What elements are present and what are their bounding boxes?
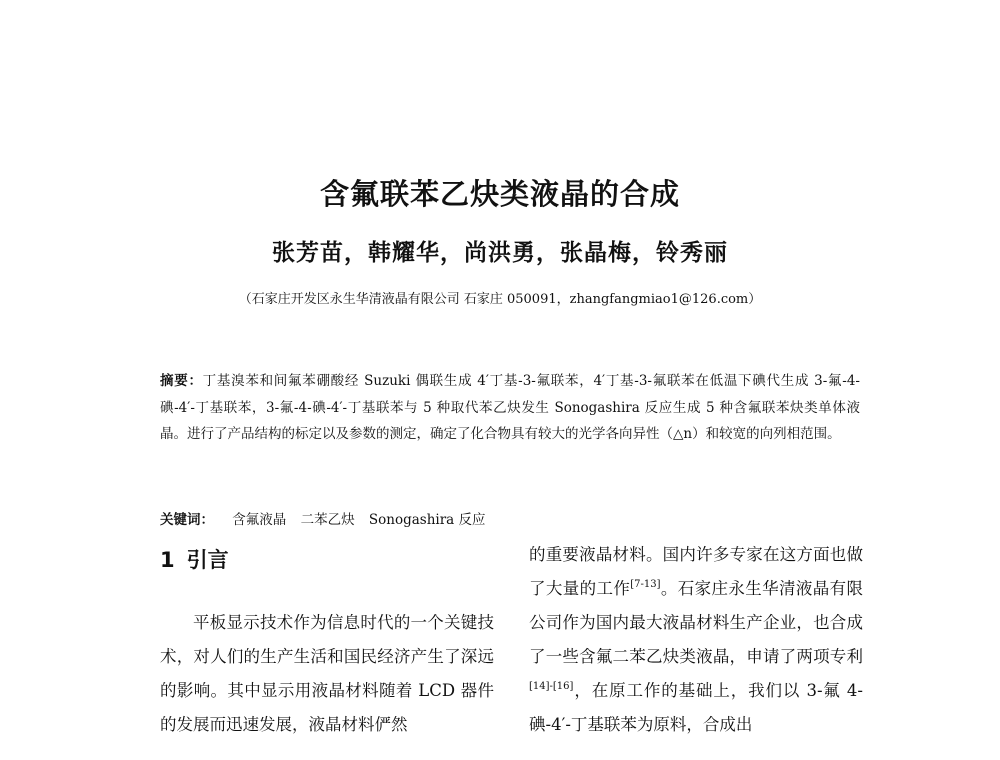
keyword: 含氟液晶 xyxy=(232,512,287,528)
abstract-text: 丁基溴苯和间氟苯硼酸经 Suzuki 偶联生成 4′丁基-3-氟联苯，4′丁基-3-氟联苯在低温下碘代生成 3-氟-4-碘-4′-丁基联苯，3-氟-4-碘-4′-丁基联苯与 5 种取代苯乙炔发生 Sonogashira 反应生成 5 种含氟联苯炔类单体液晶。进行了产品结构的标定以及参数的测定，确定了化合物具有较大的光学各向异性（△n）和较宽的向列相范围。 xyxy=(160,373,860,442)
abstract xyxy=(160,368,860,448)
section-heading xyxy=(160,544,229,574)
body-text: 的重要液晶材料。国内许多专家在这方面也做了大量的工作 xyxy=(529,545,863,598)
citation: [14]-[16] xyxy=(529,681,574,692)
author-list: 张芳苗，韩耀华，尚洪勇，张晶梅，铃秀丽 xyxy=(272,240,728,266)
intro-paragraph-left: 平板显示技术作为信息时代的一个关键技术，对人们的生产生活和国民经济产生了深远的影响。其中显示用液晶材料随着 LCD 器件的发展而迅速发展，液晶材料俨然 xyxy=(160,613,494,734)
paper-title: 含氟联苯乙炔类液晶的合成 xyxy=(319,177,680,211)
keyword: 二苯乙炔 xyxy=(300,512,355,528)
left-column xyxy=(160,606,494,742)
affiliation: （石家庄开发区永生华清液晶有限公司 石家庄 050091，zhangfangmiao1@126.com） xyxy=(238,292,762,307)
section-number: 1 xyxy=(160,548,175,572)
keywords-label: 关键词： xyxy=(160,512,214,528)
body-text: ，在原工作的基础上，我们以 3-氟 4-碘-4′-丁基联苯为原料，合成出 xyxy=(529,681,863,734)
keywords xyxy=(160,507,860,533)
citation: [7-13] xyxy=(630,579,661,590)
keyword: Sonogashira 反应 xyxy=(368,512,486,528)
right-column xyxy=(529,538,863,742)
abstract-label: 摘要： xyxy=(160,373,203,389)
body-text: 。石家庄永生华清液晶有限公司作为国内最大液晶材料生产企业，也合成了一些含氟二苯乙炔类液晶，申请了两项专利 xyxy=(529,579,864,666)
intro-paragraph-right xyxy=(529,538,863,742)
section-title: 引言 xyxy=(186,548,229,572)
